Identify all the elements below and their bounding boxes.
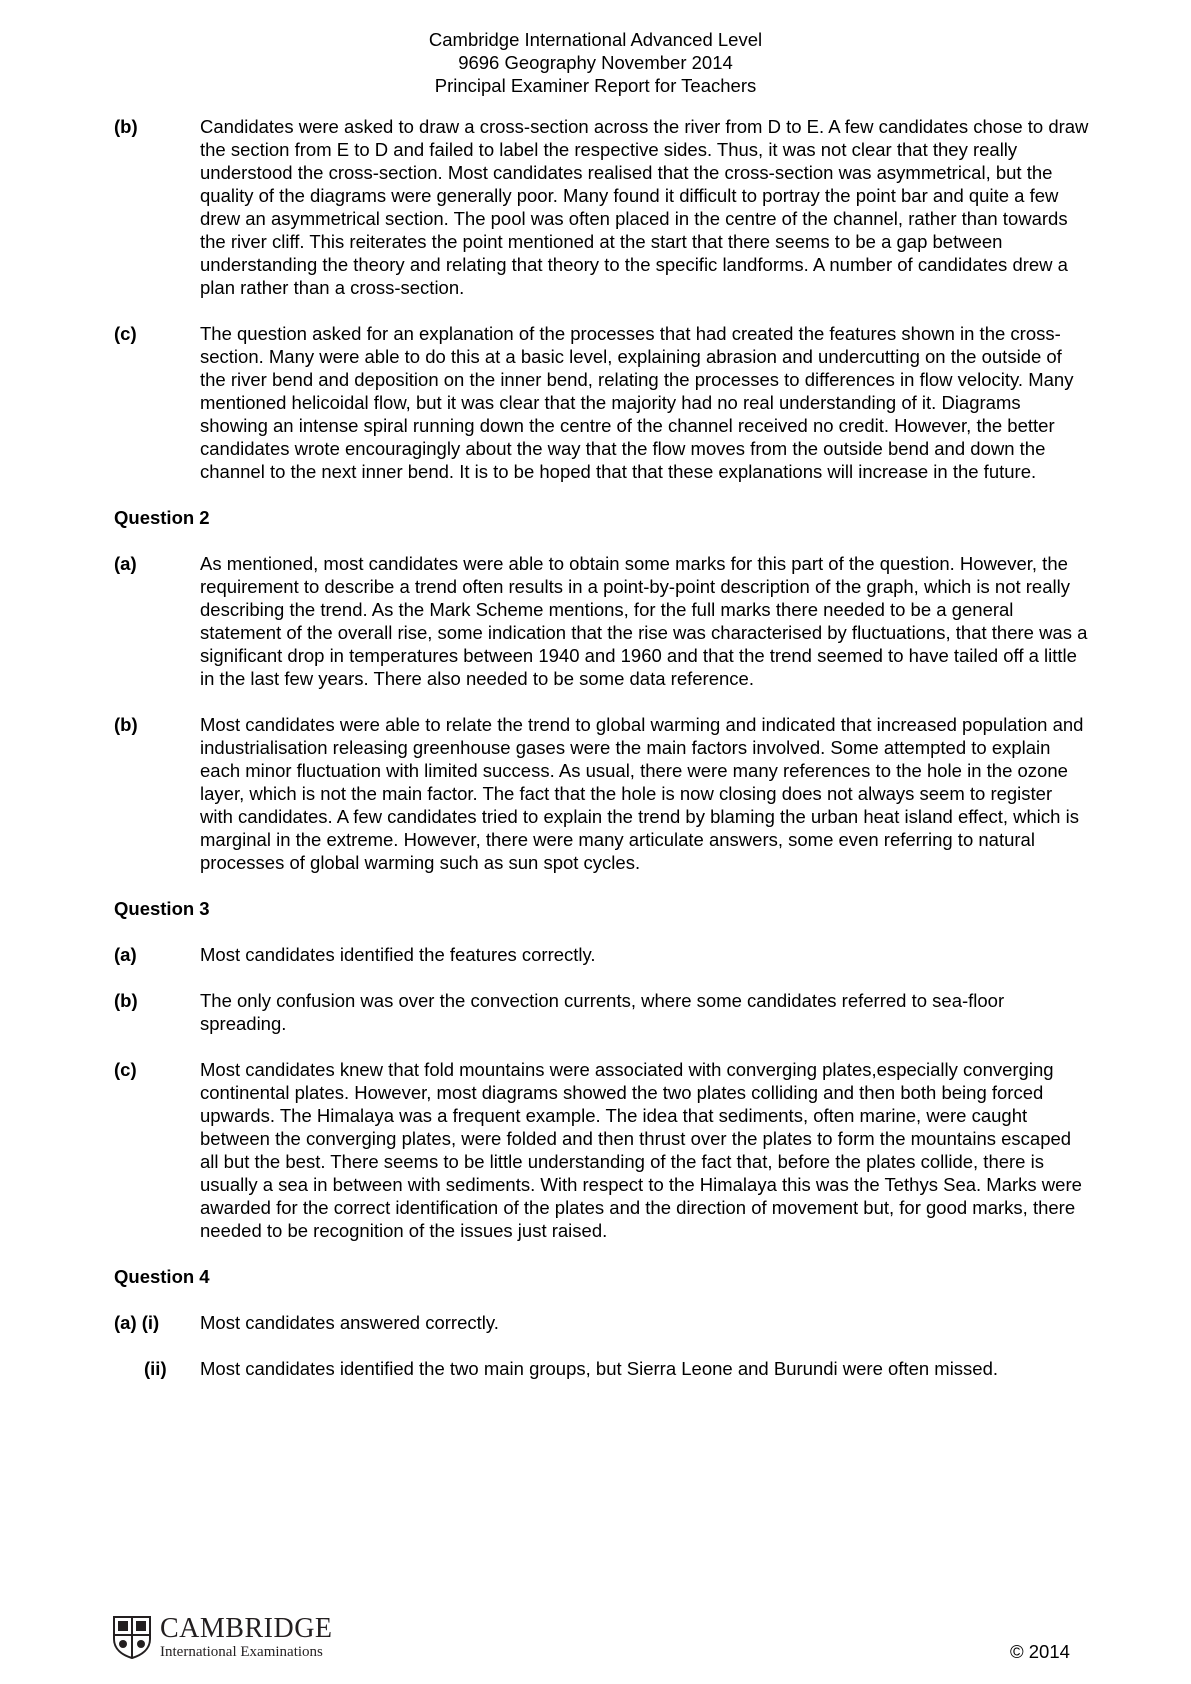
copyright-notice: © 2014: [1010, 1641, 1070, 1662]
part-label: (a): [114, 553, 137, 574]
report-body: [114, 115, 1089, 1403]
part-text: Most candidates were able to relate the trend to global warming and indicated that increased population and industrialisation releasing greenhouse gases were the main factors involved. Some attempted to explain each minor fluctuation with limited success. As usual, there were many references to the hole in the ozone layer, which is not the main factor. The fact that the hole is now closing does not always seem to register with candidates. A few candidates tried to explain the trend by blaming the urban heat island effect, which is marginal in the extreme. However, there were many articulate answers, some even referring to natural processes of global warming such as sun spot cycles.: [200, 714, 1084, 873]
q1-part-b: [114, 115, 1089, 299]
header-line-1: Cambridge International Advanced Level: [428, 29, 763, 50]
q3-part-a: [114, 943, 1089, 966]
part-label: (ii): [144, 1358, 167, 1379]
q1-part-c: [114, 322, 1089, 483]
part-text: As mentioned, most candidates were able to obtain some marks for this part of the question. However, the requirement to describe a trend often results in a point-by-point description of the graph, which is not really describing the trend. As the Mark Scheme mentions, for the full marks there needed to be a general statement of the overall rise, some indication that the rise was characterised by fluctuations, that there was a significant drop in temperatures between 1940 and 1960 and that the trend seemed to have tailed off a little in the last few years. There also needed to be some data reference.: [200, 553, 1088, 689]
question-4-heading: Question 4: [114, 1266, 210, 1287]
q3-part-c: [114, 1058, 1089, 1242]
part-text: The question asked for an explanation of the processes that had created the features shown in the cross-section. Many were able to do this at a basic level, explaining abrasion and undercutting on the outside of the river bend and deposition on the inner bend, relating the processes to differences in flow velocity. Many mentioned helicoidal flow, but it was clear that the majority had no real understanding of it. Diagrams showing an intense spiral running down the centre of the channel received no credit. However, the better candidates wrote encouragingly about the way that the flow moves from the outside bend and down the channel to the next inner bend. It is to be hoped that that these explanations will increase in the future.: [200, 323, 1074, 482]
part-label: (b): [114, 714, 138, 735]
part-label: (c): [114, 1059, 137, 1080]
question-2-heading: Question 2: [114, 507, 210, 528]
header-line-3: Principal Examiner Report for Teachers: [434, 75, 757, 96]
part-text: Candidates were asked to draw a cross-section across the river from D to E. A few candidates chose to draw the section from E to D and failed to label the respective sides. Thus, it was not clear that they really understood the cross-section. Most candidates realised that the cross-section was asymmetrical, but the quality of the diagrams were generally poor. Many found it difficult to portray the point bar and quite a few drew an asymmetrical section. The pool was often placed in the centre of the channel, rather than towards the river cliff. This reiterates the point mentioned at the start that there seems to be a gap between understanding the theory and relating that theory to the specific landforms. A number of candidates drew a plan rather than a cross-section.: [200, 116, 1089, 298]
q2-part-b: [114, 713, 1089, 874]
crest-icon: [112, 1615, 152, 1659]
part-text: The only confusion was over the convection currents, where some candidates referred to sea-floor spreading.: [200, 990, 1005, 1034]
part-text: Most candidates answered correctly.: [200, 1312, 499, 1333]
part-label: (a): [114, 944, 137, 965]
part-label: (c): [114, 323, 137, 344]
q3-part-b: [114, 989, 1089, 1035]
q2-part-a: [114, 552, 1089, 690]
logo-wordmark: [160, 1612, 333, 1660]
question-3-heading: Question 3: [114, 898, 210, 919]
part-label: (a) (i): [114, 1312, 160, 1333]
part-text: Most candidates knew that fold mountains were associated with converging plates,especially converging continental plates. However, most diagrams showed the two plates colliding and then both being forced upwards. The Himalaya was a frequent example. The idea that sediments, often marine, were caught between the converging plates, were folded and then thrust over the plates to form the mountains escaped all but the best. There seems to be little understanding of the fact that, before the plates collide, there is usually a sea in between with sediments. With respect to the Himalaya this was the Tethys Sea. Marks were awarded for the correct identification of the plates and the direction of movement but, for good marks, there needed to be recognition of the issues just raised.: [200, 1059, 1082, 1241]
logo-sub-text: International Examinations: [160, 1643, 323, 1660]
page-header: [0, 28, 1191, 97]
part-text: Most candidates identified the features correctly.: [200, 944, 596, 965]
part-label: (b): [114, 990, 138, 1011]
q4-part-a-ii: [114, 1357, 1089, 1380]
logo-main-text: CAMBRIDGE: [160, 1612, 333, 1644]
q4-part-a-i: [114, 1311, 1089, 1334]
cambridge-logo: [112, 1612, 333, 1662]
header-line-2: 9696 Geography November 2014: [458, 52, 733, 73]
part-label: (b): [114, 116, 138, 137]
part-text: Most candidates identified the two main groups, but Sierra Leone and Burundi were often missed.: [200, 1358, 999, 1379]
